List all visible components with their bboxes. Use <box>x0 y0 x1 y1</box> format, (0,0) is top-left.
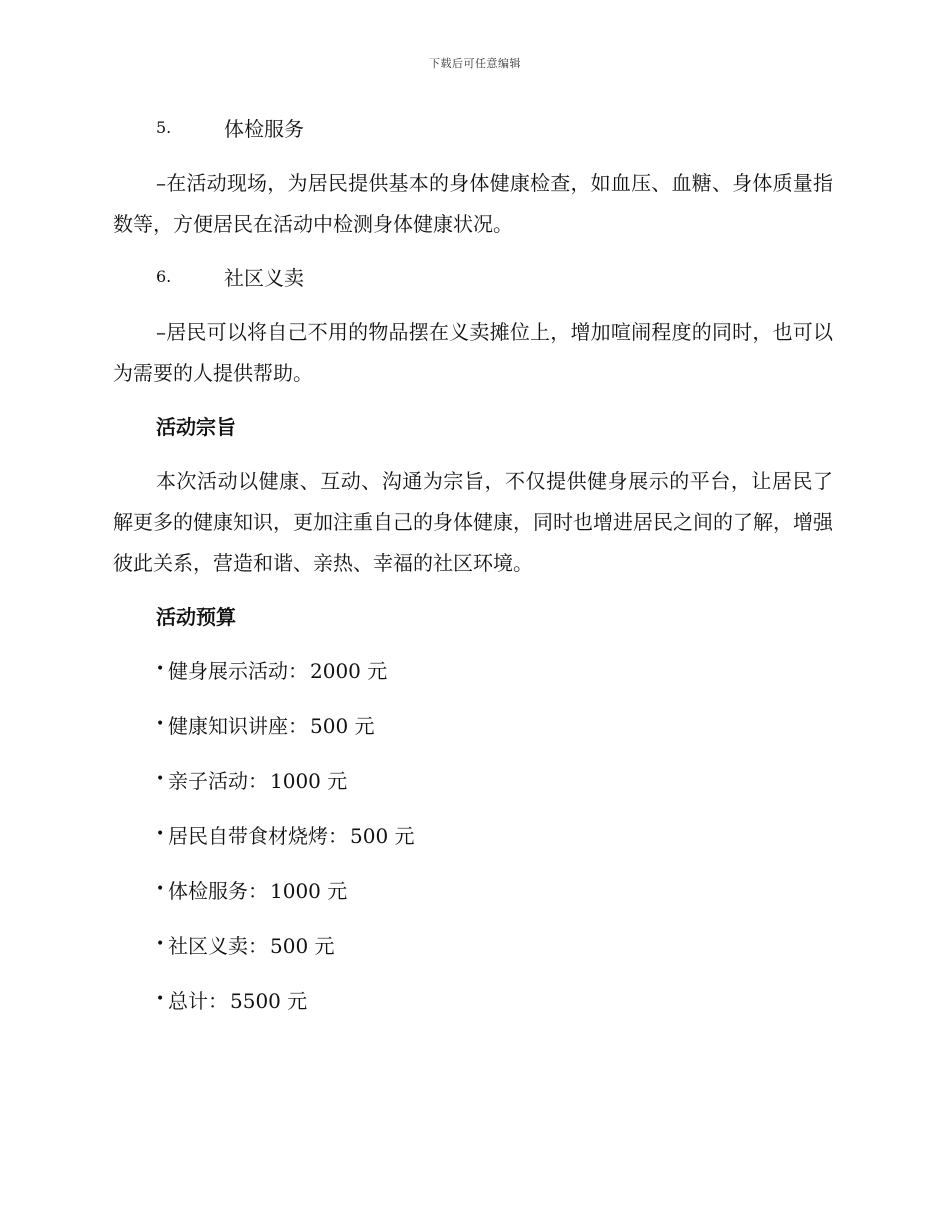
item-number: 6. <box>156 266 172 286</box>
budget-amount: 500 元 <box>350 823 415 848</box>
budget-label: 体检服务： <box>168 878 268 903</box>
budget-item <box>113 816 833 852</box>
budget-item <box>113 706 833 742</box>
item-title: 体检服务 <box>224 116 304 141</box>
bullet-icon: • <box>156 881 165 897</box>
budget-item <box>113 871 833 907</box>
bullet-icon: • <box>156 716 165 732</box>
budget-total <box>113 981 833 1017</box>
budget-item <box>113 761 833 797</box>
budget-label: 总计： <box>168 988 228 1013</box>
budget-label: 居民自带食材烧烤： <box>168 823 348 848</box>
budget-item <box>113 651 833 687</box>
budget-amount: 1000 元 <box>270 768 348 793</box>
budget-list <box>113 651 833 1017</box>
numbered-heading-6 <box>113 258 833 294</box>
budget-item <box>113 926 833 962</box>
budget-amount: 2000 元 <box>310 658 388 683</box>
bullet-icon: • <box>156 991 165 1007</box>
item-description: –居民可以将自己不用的物品摆在义卖摊位上，增加喧闹程度的同时，也可以为需要的人提供帮助。 <box>113 320 833 385</box>
bullet-icon: • <box>156 661 165 677</box>
budget-label: 健康知识讲座： <box>168 713 308 738</box>
header-note: 下载后可任意编辑 <box>429 57 521 70</box>
document-content <box>113 109 833 1036</box>
bullet-icon: • <box>156 826 165 842</box>
item-title: 社区义卖 <box>224 265 304 290</box>
purpose-heading: 活动宗旨 <box>156 414 236 439</box>
bullet-icon: • <box>156 936 165 952</box>
numbered-heading-5 <box>113 109 833 145</box>
budget-label: 健身展示活动： <box>168 658 308 683</box>
purpose-text: 本次活动以健康、互动、沟通为宗旨，不仅提供健身展示的平台，让居民了解更多的健康知识，更加注重自己的身体健康，同时也增进居民之间的了解，增强彼此关系，营造和谐、亲热、幸福的社区环境。 <box>113 469 833 575</box>
budget-amount: 1000 元 <box>270 878 348 903</box>
budget-amount: 5500 元 <box>230 988 308 1013</box>
budget-amount: 500 元 <box>310 713 375 738</box>
budget-label: 社区义卖： <box>168 933 268 958</box>
item-description: –在活动现场，为居民提供基本的身体健康检查，如血压、血糖、身体质量指数等，方便居民在活动中检测身体健康状况。 <box>113 171 833 236</box>
item-number: 5. <box>156 117 172 137</box>
budget-heading: 活动预算 <box>156 604 236 629</box>
budget-label: 亲子活动： <box>168 768 268 793</box>
bullet-icon: • <box>156 771 165 787</box>
budget-amount: 500 元 <box>270 933 335 958</box>
